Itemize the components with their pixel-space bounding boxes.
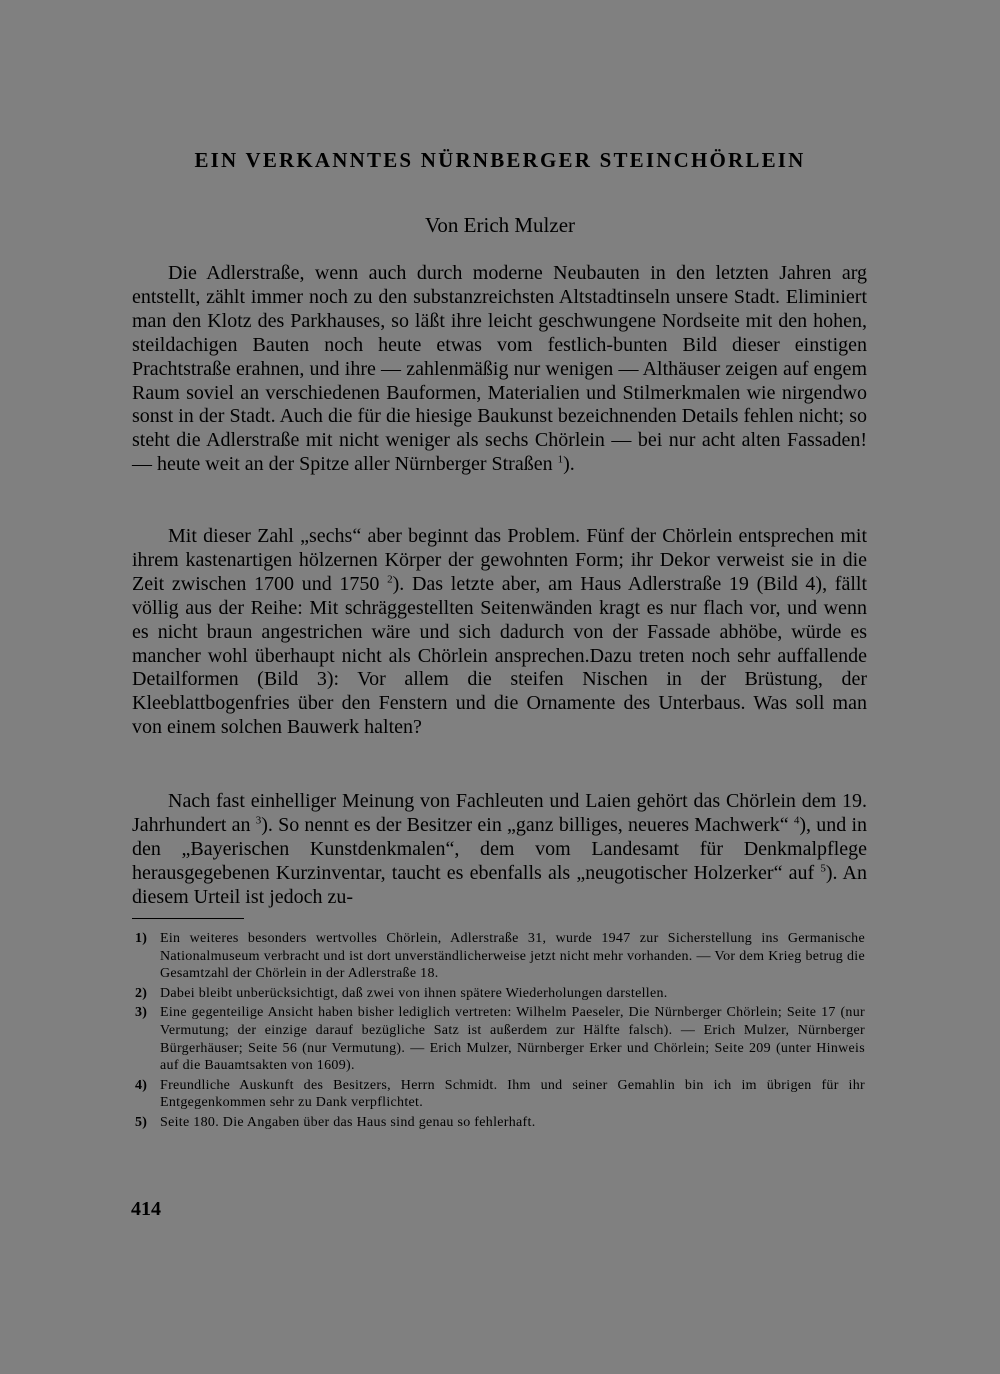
text-run: ), und in den „Bayerischen Kunstdenkmalen“, dem vom Landesamt für Denkmalpflege herausgegebenen Kurzinventar, taucht es ebenfalls als „neugotischer Holzerker“ auf <box>132 813 868 884</box>
footnote <box>135 930 865 983</box>
body-paragraph <box>132 525 867 740</box>
footnote <box>135 985 865 1003</box>
footnote-text: Freundliche Auskunft des Besitzers, Herrn Schmidt. Ihm und seiner Gemahlin bin ich im übrigen für ihr Entgegenkommen sehr zu Dank verpflichtet. <box>160 1077 865 1111</box>
body-paragraph <box>132 790 867 910</box>
footnote <box>135 1004 865 1074</box>
footnote-reference: 5 <box>820 862 826 875</box>
text-run: Nach fast einhelliger Meinung von Fachleuten und Laien gehört das Chörlein dem 19. Jahrhundert an <box>132 790 867 836</box>
footnote-number: 3) <box>135 1005 148 1021</box>
footnote-reference: 1 <box>557 453 564 466</box>
text-run: Die Adlerstraße, wenn auch durch moderne Neubauten in den letzten Jahren arg entstellt, zählt immer noch zu den substanzreichsten Altstadtinseln unsere Stadt. Eliminiert man den Klotz des Parkhauses, so läßt ihre leicht geschwungene Nordseite mit den hohen, steildachigen Bauten noch heute etwas vom festlich-bunten Bild dieser einstigen Prachtstraße erahnen, und ihre — zahlenmäßig nur wenigen — Althäuser zeigen auf engem Raum soviel an verschiedenen Bauformen, Materialien und Stilmerkmalen wie nirgendwo sonst in der Stadt. Auch die für die hiesige Baukunst bezeichnenden Details fehlen nicht; so steht die Adlerstraße mit nicht weniger als sechs Chörlein — bei nur acht alten Fassaden! — heute weit an der Spitze aller Nürnberger Straßen <box>132 262 867 476</box>
footnote-reference: 3 <box>255 814 262 827</box>
footnote-number: 4) <box>135 1077 148 1093</box>
page-number: 414 <box>131 1198 161 1220</box>
footnote-text: Eine gegenteilige Ansicht haben bisher lediglich vertreten: Wilhelm Paeseler, Die Nürnberger Chörlein; Seite 17 (nur Vermutung; der einzige darauf bezügliche Satz ist außerdem zur Hälfte falsch). — Erich Mulzer, Nürnberger Bürgerhäuser; Seite 56 (nur Vermutung). — Erich Mulzer, Nürnberger Erker und Chörlein; Seite 209 (unter Hinweis auf die Bauamtsakten von 1609). <box>160 1005 865 1074</box>
footnote-text: Dabei bleibt unberücksichtigt, daß zwei von ihnen spätere Wiederholungen darstellen. <box>160 985 668 1001</box>
body-paragraph <box>132 262 867 477</box>
text-run: ). <box>563 453 575 476</box>
footnote-number: 2) <box>135 985 148 1001</box>
footnote-number: 1) <box>135 931 148 946</box>
footnote-reference: 2 <box>387 573 393 586</box>
footnote <box>135 1077 865 1112</box>
footnote-text: Ein weiteres besonders wertvolles Chörlein, Adlerstraße 31, wurde 1947 zur Sicherstellung ins Germanische Nationalmuseum verbracht und ist dort unverständlicherweise jetzt nicht mehr vorhanden. — Vor dem Krieg betrug die Gesamtzahl der Chörlein in der Adlerstraße 18. <box>160 931 865 982</box>
text-run: ). So nennt es der Besitzer ein „ganz billiges, neueres Machwerk“ <box>261 813 794 836</box>
text-run: ). An diesem Urteil ist jedoch zu- <box>132 861 867 908</box>
text-run: Mit dieser Zahl „sechs“ aber beginnt das Problem. Fünf der Chörlein entsprechen mit ihrem kastenartigen hölzernen Körper der gewohnten Form; ihr Dekor verweist sie in die Zeit zwischen 1700 und 1750 <box>132 525 867 595</box>
footnotes-section <box>135 930 865 1134</box>
footnote-reference: 4 <box>793 814 800 827</box>
footnote-number: 5) <box>135 1114 148 1130</box>
footnote <box>135 1114 865 1132</box>
text-run: ). Das letzte aber, am Haus Adlerstraße 19 (Bild 4), fällt völlig aus der Reihe: Mit schräggestellten Seitenwänden kragt es nur flach vor, und wenn es nicht braun angestrichen wäre und sich dadurch von der Fassade abhöbe, würde es mancher wohl überhaupt nicht als Chörlein ansprechen.Dazu treten noch sehr auffallende Detailformen (Bild 3): Vor allem die steifen Nischen in der Brüstung, der Kleeblattbogenfries über den Fenstern und die Ornamente des Unterbaus. Was soll man von einem solchen Bauwerk halten? <box>132 572 867 739</box>
footnote-separator <box>132 918 244 919</box>
footnote-text: Seite 180. Die Angaben über das Haus sind genau so fehlerhaft. <box>160 1114 536 1130</box>
article-author: Von Erich Mulzer <box>424 213 576 237</box>
article-title: EIN VERKANNTES NÜRNBERGER STEINCHÖRLEIN <box>194 148 806 172</box>
